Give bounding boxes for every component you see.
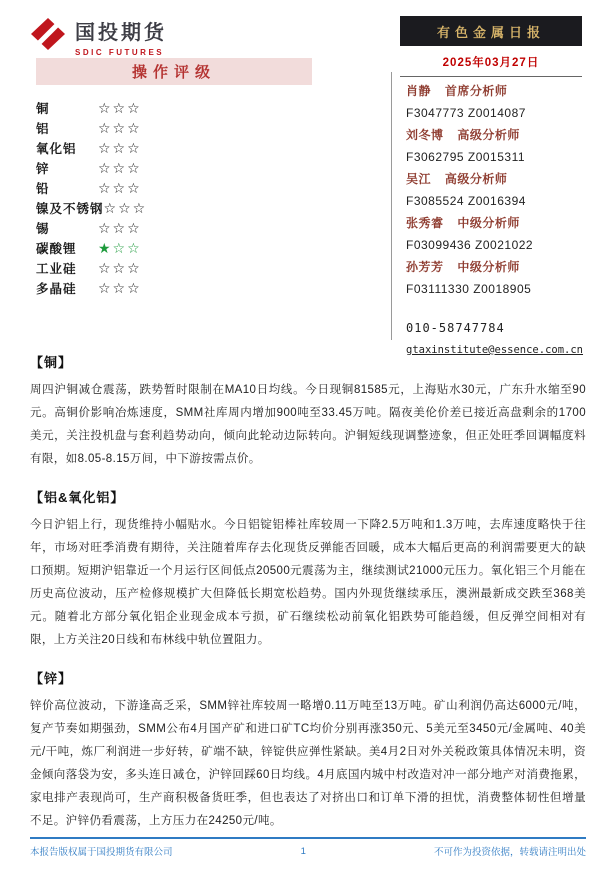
analyst-title: 中级分析师: [457, 260, 520, 274]
metal-name: 镍及不锈钢: [36, 202, 104, 216]
rating-row-copper: [36, 98, 312, 118]
analyst-codes: F03099436 Z0021022: [406, 238, 534, 252]
section-heading: 【锌】: [30, 671, 73, 686]
analyst-codes: F3062795 Z0015311: [406, 150, 526, 164]
rating-row-zinc: [36, 158, 312, 178]
column-divider: [391, 72, 392, 340]
metal-name: 锡: [36, 222, 50, 236]
rating-row-industrial-silicon: [36, 258, 312, 278]
rating-stars: ☆☆☆: [98, 140, 142, 156]
metal-name: 多晶硅: [36, 282, 77, 296]
analyst-name: 孙芳芳: [406, 260, 444, 274]
rating-stars: ☆☆☆: [103, 200, 148, 216]
brand: [30, 16, 167, 57]
rating-row-tin: [36, 218, 312, 238]
sdic-logo-icon: [30, 17, 66, 56]
analyst-entry: [406, 212, 584, 256]
analyst-name: 吴江: [406, 172, 432, 186]
brand-text: [75, 16, 167, 57]
section-copper: [30, 352, 586, 471]
analyst-title: 中级分析师: [457, 216, 520, 230]
rating-row-lithium-carbonate: [36, 238, 312, 258]
brand-subtitle: SDIC FUTURES: [75, 48, 165, 57]
rating-stars: ☆☆☆: [98, 220, 142, 236]
ratings-title: 操作评级: [36, 58, 312, 85]
rating-stars: ☆☆☆: [98, 280, 142, 296]
footer-disclaimer: 不可作为投资依据，转载请注明出处: [433, 847, 586, 858]
rating-stars: ☆☆☆: [98, 100, 142, 116]
section-paragraph: 周四沪铜减仓震荡，跌势暂时限制在MA10日均线。今日现铜81585元，上海贴水30元，广东升水缩至90元。高铜价影响冶炼速度，SMM社库周内增加900吨至33.45万吨。隔夜美伦价差已接近高盘剩余的1700美元，关注投机盘与套利趋势动向，倾向此轮动边际转向。沪铜短线现调整迹象，但正处旺季回调幅度料有限，如8.05-8.15万间，中下游按需点价。: [30, 384, 586, 465]
analyst-title: 高级分析师: [457, 128, 520, 142]
analyst-name: 张秀睿: [406, 216, 444, 230]
analysts-panel: [406, 80, 584, 358]
analyst-codes: F03111330 Z0018905: [406, 282, 532, 296]
footer-copyright: 本报告版权属于国投期货有限公司: [30, 847, 173, 858]
analyst-title: 高级分析师: [444, 172, 508, 186]
rating-stars: ☆☆☆: [98, 160, 142, 176]
metal-name: 铅: [36, 182, 50, 196]
report-body: [30, 352, 586, 833]
metal-name: 铜: [36, 102, 50, 116]
rating-row-lead: [36, 178, 312, 198]
rating-row-aluminum: [36, 118, 312, 138]
section-aluminum-alumina: [30, 487, 586, 652]
rating-stars: ☆☆☆: [98, 120, 142, 136]
contact-phone: 010-58747784: [406, 321, 505, 335]
metal-name: 铝: [36, 122, 50, 136]
section-paragraph: 今日沪铝上行，现货维持小幅贴水。今日铝锭铝棒社库较周一下降2.5万吨和1.3万吨，去库速度略快于往年，市场对旺季消费有期待，关注随着库存去化现货反弹能否回暖，成本大幅后更高的利润需要更大的缺口预期。短期沪铝靠近一个月运行区间低点20500元震荡为主，继续测试21000元压力。氧化铝三个月能在历史高位波动，压产检修规模扩大但降低长期宽松趋势。国内外现货继续承压，澳洲最新成交跌至368美元。随着北方部分氧化铝企业现金成本亏损，矿石继续松动前氧化铝跌势可能趋缓，但反弹空间相对有限，上方关注20日线和布林线中轨位置阻力。: [30, 519, 586, 646]
rating-stars: ☆☆☆: [98, 180, 142, 196]
metal-name: 锌: [36, 162, 50, 176]
analyst-entry: [406, 168, 584, 212]
analyst-title: 首席分析师: [444, 84, 508, 98]
ratings-panel: [36, 58, 312, 298]
analyst-entry: [406, 256, 584, 300]
rating-row-polysilicon: [36, 278, 312, 298]
rating-stars: ☆☆☆: [98, 260, 142, 276]
rating-row-nickel: [36, 198, 312, 218]
section-paragraph: 锌价高位波动，下游逢高乏采，SMM锌社库较周一略增0.11万吨至13万吨。矿山利润仍高达6000元/吨，复产节奏如期强劲，SMM公布4月国产矿和进口矿TC均价分别再涨350元、5美元至3450元/金属吨、40美元/干吨，炼厂利润进一步好转，矿端不缺，锌锭供应弹性紧缺。美4月2日对外关税政策具体情况未明，资金倾向落袋为安，多头连日减仓，沪锌回踩60日均线。4月底国内城中村改造对冲一部分地产对消费拖累，家电排产表现尚可，生产商积极备货旺季，但也表达了对挤出口和订单下滑的担忧，消费整体韧性但增量不足。沪锌仍看震荡，上方压力在24250元/吨。: [30, 700, 586, 827]
analyst-name: 刘冬博: [406, 128, 444, 142]
report-footer: [30, 837, 586, 858]
rating-row-alumina: [36, 138, 312, 158]
analyst-codes: F3085524 Z0016394: [406, 194, 526, 208]
metal-name: 氧化铝: [36, 142, 77, 156]
report-meta: [400, 16, 582, 77]
section-heading: 【铜】: [30, 355, 73, 370]
metal-name: 碳酸锂: [36, 242, 77, 256]
section-heading: 【铝&氧化铝】: [30, 490, 125, 505]
rating-stars: ★☆☆: [98, 240, 142, 256]
contact-email-link[interactable]: gtaxinstitute@essence.com.cn: [406, 344, 584, 356]
section-zinc: [30, 668, 586, 833]
analyst-entry: [406, 124, 584, 168]
metal-name: 工业硅: [36, 262, 77, 276]
ratings-list: [36, 98, 312, 298]
analyst-name: 肖静: [406, 84, 432, 98]
brand-name: 国投期货: [75, 22, 167, 44]
page-number: 1: [300, 845, 306, 857]
report-title: 有色金属日报: [400, 16, 582, 46]
analyst-entry: [406, 80, 584, 124]
analyst-codes: F3047773 Z0014087: [406, 106, 526, 120]
report-date: 2025年03月27日: [400, 46, 582, 77]
